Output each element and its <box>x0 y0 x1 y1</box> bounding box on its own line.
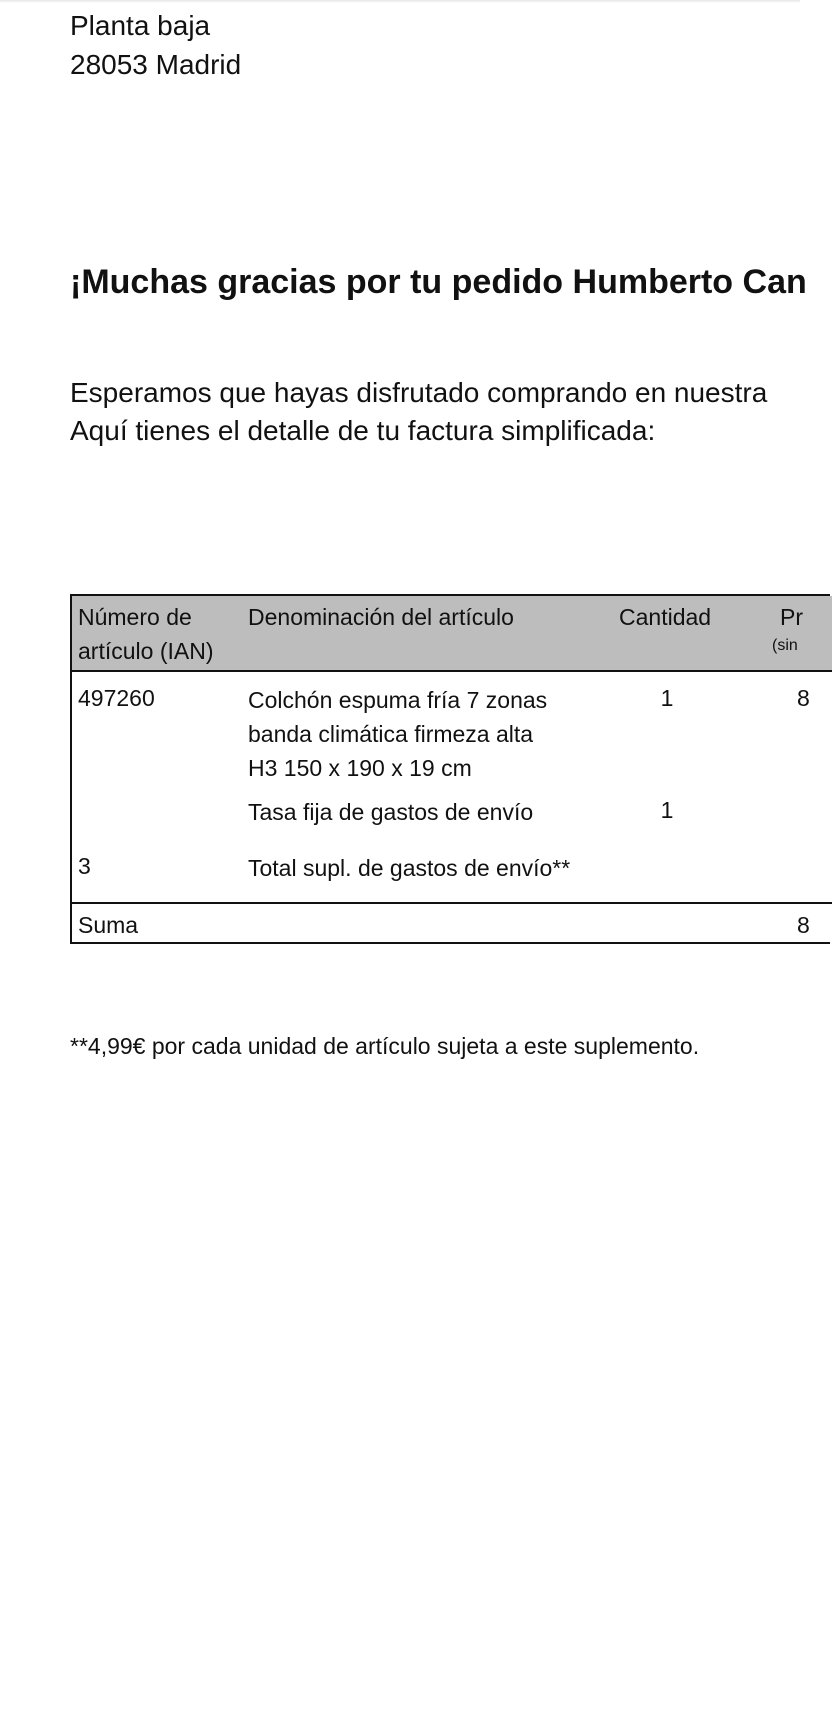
row-3-number: 3 <box>78 853 91 879</box>
top-edge-shadow <box>0 0 800 3</box>
intro-line-2: Aquí tienes el detalle de tu factura simplificada: <box>70 415 656 446</box>
row-3-description: Total supl. de gastos de envío** <box>248 855 571 881</box>
row-1-number: 497260 <box>78 685 155 711</box>
table-header <box>72 596 832 672</box>
row-1-description-line-1: Colchón espuma fría 7 zonas <box>248 687 548 713</box>
header-number-line-2: artículo (IAN) <box>78 638 214 664</box>
sum-divider <box>72 902 832 904</box>
row-2-quantity: 1 <box>660 797 674 823</box>
shipping-footnote: **4,99€ por cada unidad de artículo sujeta a este suplemento. <box>70 1033 700 1059</box>
row-1-description-line-2: banda climática firmeza alta <box>248 721 534 747</box>
address-line-1: Planta baja <box>70 10 211 41</box>
sum-label: Suma <box>78 912 139 938</box>
row-2-description: Tasa fija de gastos de envío <box>248 799 534 825</box>
header-quantity: Cantidad <box>619 604 712 630</box>
address-line-2: 28053 Madrid <box>70 49 242 80</box>
invoice-table <box>70 594 830 944</box>
row-1-quantity: 1 <box>660 685 674 711</box>
header-price: Pr <box>780 604 803 630</box>
greeting-heading: ¡Muchas gracias por tu pedido Humberto Can <box>70 263 807 301</box>
intro-line-1: Esperamos que hayas disfrutado comprando en nuestra <box>70 377 768 408</box>
row-1-description-line-3: H3 150 x 190 x 19 cm <box>248 755 472 781</box>
sum-price-fragment: 8 <box>797 912 810 938</box>
header-number-line-1: Número de <box>78 604 192 630</box>
row-1-price-fragment: 8 <box>797 685 810 711</box>
header-description: Denominación del artículo <box>248 604 514 630</box>
header-price-subtitle: (sin <box>772 637 798 654</box>
